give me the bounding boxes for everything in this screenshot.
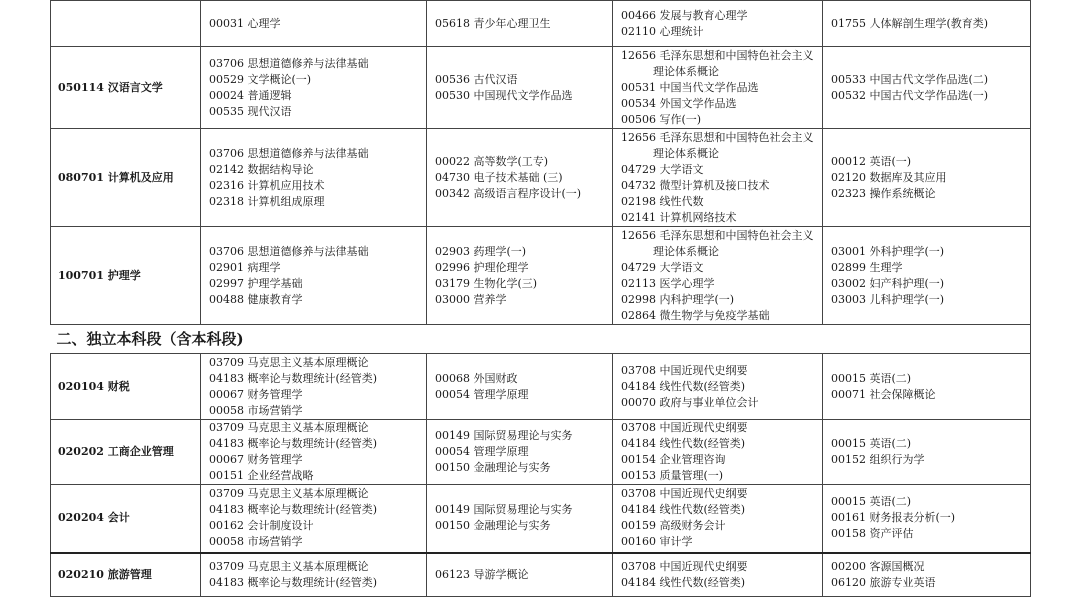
course-entry: 00533 中国古代文学作品选(二) bbox=[831, 72, 989, 86]
course-entry: 00506 写作(一) bbox=[621, 112, 702, 126]
course-entry: 00150 金融理论与实务 bbox=[435, 519, 551, 533]
course-entry: 00161 财务报表分析(一) bbox=[831, 511, 956, 525]
course-entry: 04729 大学语文 bbox=[621, 162, 704, 176]
course-entry: 04184 线性代数(经管类) bbox=[621, 379, 746, 393]
course-entry: 03003 儿科护理学(一) bbox=[831, 292, 945, 306]
course-cell bbox=[613, 47, 823, 129]
course-cell bbox=[201, 485, 427, 553]
course-entry: 03706 思想道德修养与法律基础 bbox=[209, 244, 369, 258]
course-entry: 03709 马克思主义基本原理概论 bbox=[209, 421, 369, 434]
course-entry: 00054 管理学原理 bbox=[435, 445, 529, 458]
course-cell bbox=[201, 553, 427, 597]
course-entry: 03709 马克思主义基本原理概论 bbox=[209, 355, 369, 369]
course-cell bbox=[427, 129, 613, 227]
course-entry: 00200 客源国概况 bbox=[831, 559, 925, 573]
course-cell bbox=[427, 354, 613, 420]
course-entry: 00159 高级财务会计 bbox=[621, 519, 726, 533]
course-name-continuation: 理论体系概论 bbox=[653, 146, 719, 160]
course-entry: 03708 中国近现代史纲要 bbox=[621, 421, 748, 434]
course-entry: 00158 资产评估 bbox=[831, 527, 914, 541]
course-entry: 06120 旅游专业英语 bbox=[831, 575, 936, 589]
course-entry: 00532 中国古代文学作品选(一) bbox=[831, 88, 989, 102]
course-entry: 00152 组织行为学 bbox=[831, 453, 925, 466]
course-entry: 04729 大学语文 bbox=[621, 260, 704, 274]
table-row bbox=[51, 485, 1031, 553]
course-entry: 00154 企业管理咨询 bbox=[621, 453, 726, 466]
course-entry: 00534 外国文学作品选 bbox=[621, 96, 737, 110]
course-name-continuation: 理论体系概论 bbox=[653, 244, 719, 258]
course-entry: 00031 心理学 bbox=[209, 16, 281, 30]
major-name: 080701 计算机及应用 bbox=[51, 129, 201, 227]
course-entry: 03000 营养学 bbox=[435, 292, 507, 306]
course-entry: 00015 英语(二) bbox=[831, 371, 912, 385]
course-entry: 00342 高级语言程序设计(一) bbox=[435, 186, 582, 200]
course-entry: 02996 护理伦理学 bbox=[435, 260, 529, 274]
course-entry: 02110 心理统计 bbox=[621, 24, 704, 38]
course-cell bbox=[823, 553, 1031, 597]
course-entry: 03708 中国近现代史纲要 bbox=[621, 363, 748, 377]
course-entry: 00466 发展与教育心理学 bbox=[621, 8, 748, 22]
course-entry: 02864 微生物学与免疫学基础 bbox=[621, 308, 770, 322]
course-entry: 00160 审计学 bbox=[621, 535, 693, 549]
course-cell bbox=[613, 1, 823, 47]
course-table-body bbox=[51, 1, 1031, 597]
course-entry: 00015 英语(二) bbox=[831, 495, 912, 509]
course-entry: 02198 线性代数 bbox=[621, 194, 704, 208]
course-cell bbox=[823, 485, 1031, 553]
course-cell bbox=[613, 354, 823, 420]
course-entry: 00153 质量管理(一) bbox=[621, 469, 724, 482]
section-header-row bbox=[51, 325, 1031, 354]
major-name: 020202 工商企业管理 bbox=[51, 420, 201, 485]
course-entry: 00488 健康教育学 bbox=[209, 292, 303, 306]
course-entry: 03708 中国近现代史纲要 bbox=[621, 559, 748, 573]
course-cell bbox=[823, 227, 1031, 325]
course-cell bbox=[823, 47, 1031, 129]
course-entry: 04183 概率论与数理统计(经管类) bbox=[209, 503, 378, 517]
course-entry: 02318 计算机组成原理 bbox=[209, 194, 325, 208]
course-entry: 06123 导游学概论 bbox=[435, 567, 529, 581]
course-entry: 02316 计算机应用技术 bbox=[209, 178, 325, 192]
course-entry: 02323 操作系统概论 bbox=[831, 186, 936, 200]
course-cell bbox=[823, 420, 1031, 485]
course-entry: 00529 文学概论(一) bbox=[209, 72, 312, 86]
course-entry: 12656 毛泽东思想和中国特色社会主义 bbox=[621, 130, 814, 144]
major-name bbox=[51, 1, 201, 47]
course-entry: 00149 国际贸易理论与实务 bbox=[435, 429, 573, 442]
course-entry: 00530 中国现代文学作品选 bbox=[435, 88, 573, 102]
course-table bbox=[50, 0, 1031, 597]
table-row bbox=[51, 354, 1031, 420]
course-entry: 12656 毛泽东思想和中国特色社会主义 bbox=[621, 228, 814, 242]
major-name: 020204 会计 bbox=[51, 485, 201, 553]
course-cell bbox=[823, 1, 1031, 47]
course-entry: 00531 中国当代文学作品选 bbox=[621, 80, 759, 94]
course-cell bbox=[613, 227, 823, 325]
course-entry: 04184 线性代数(经管类) bbox=[621, 437, 746, 450]
course-table-page bbox=[50, 0, 1030, 597]
major-name: 100701 护理学 bbox=[51, 227, 201, 325]
course-cell bbox=[427, 553, 613, 597]
course-entry: 00070 政府与事业单位会计 bbox=[621, 395, 759, 409]
course-entry: 02113 医学心理学 bbox=[621, 276, 715, 290]
course-entry: 00015 英语(二) bbox=[831, 437, 912, 450]
course-cell bbox=[427, 47, 613, 129]
course-entry: 04183 概率论与数理统计(经管类) bbox=[209, 371, 378, 385]
table-row bbox=[51, 420, 1031, 485]
major-name: 020104 财税 bbox=[51, 354, 201, 420]
course-entry: 00071 社会保障概论 bbox=[831, 387, 936, 401]
course-entry: 03706 思想道德修养与法律基础 bbox=[209, 146, 369, 160]
course-cell bbox=[613, 553, 823, 597]
course-cell bbox=[613, 420, 823, 485]
course-entry: 00535 现代汉语 bbox=[209, 104, 292, 118]
course-cell bbox=[201, 129, 427, 227]
course-entry: 03708 中国近现代史纲要 bbox=[621, 487, 748, 501]
course-cell bbox=[201, 47, 427, 129]
course-entry: 00162 会计制度设计 bbox=[209, 519, 314, 533]
course-entry: 03709 马克思主义基本原理概论 bbox=[209, 559, 369, 573]
table-row bbox=[51, 227, 1031, 325]
course-entry: 04184 线性代数(经管类) bbox=[621, 503, 746, 517]
course-cell bbox=[201, 420, 427, 485]
course-entry: 00068 外国财政 bbox=[435, 371, 518, 385]
course-cell bbox=[823, 129, 1031, 227]
course-entry: 00150 金融理论与实务 bbox=[435, 461, 551, 474]
course-entry: 00054 管理学原理 bbox=[435, 387, 529, 401]
course-cell bbox=[201, 227, 427, 325]
course-entry: 02903 药理学(一) bbox=[435, 244, 527, 258]
course-entry: 03706 思想道德修养与法律基础 bbox=[209, 56, 369, 70]
course-entry: 05618 青少年心理卫生 bbox=[435, 16, 551, 30]
major-name: 020210 旅游管理 bbox=[51, 553, 201, 597]
course-name-continuation: 理论体系概论 bbox=[653, 64, 719, 78]
course-entry: 00067 财务管理学 bbox=[209, 387, 303, 401]
course-entry: 00536 古代汉语 bbox=[435, 72, 518, 86]
course-entry: 02997 护理学基础 bbox=[209, 276, 303, 290]
course-entry: 01755 人体解剖生理学(教育类) bbox=[831, 16, 989, 30]
course-cell bbox=[427, 1, 613, 47]
table-row bbox=[51, 47, 1031, 129]
course-cell bbox=[613, 485, 823, 553]
course-cell bbox=[427, 485, 613, 553]
table-row bbox=[51, 1, 1031, 47]
course-entry: 04183 概率论与数理统计(经管类) bbox=[209, 575, 378, 589]
course-entry: 00067 财务管理学 bbox=[209, 453, 303, 466]
course-cell bbox=[427, 227, 613, 325]
course-cell bbox=[823, 354, 1031, 420]
course-entry: 04730 电子技术基础 (三) bbox=[435, 170, 563, 184]
course-entry: 00022 高等数学(工专) bbox=[435, 154, 549, 168]
course-entry: 04184 线性代数(经管类) bbox=[621, 575, 746, 589]
course-entry: 00058 市场营销学 bbox=[209, 403, 303, 417]
course-entry: 00024 普通逻辑 bbox=[209, 88, 292, 102]
course-entry: 00058 市场营销学 bbox=[209, 535, 303, 549]
course-entry: 00151 企业经营战略 bbox=[209, 469, 314, 482]
course-entry: 02899 生理学 bbox=[831, 260, 903, 274]
course-cell bbox=[613, 129, 823, 227]
course-entry: 02120 数据库及其应用 bbox=[831, 170, 947, 184]
course-entry: 00012 英语(一) bbox=[831, 154, 912, 168]
table-row bbox=[51, 553, 1031, 597]
course-entry: 04732 微型计算机及接口技术 bbox=[621, 178, 770, 192]
course-entry: 04183 概率论与数理统计(经管类) bbox=[209, 437, 378, 450]
course-entry: 02998 内科护理学(一) bbox=[621, 292, 735, 306]
course-entry: 02901 病理学 bbox=[209, 260, 281, 274]
table-row bbox=[51, 129, 1031, 227]
course-entry: 00149 国际贸易理论与实务 bbox=[435, 503, 573, 517]
course-entry: 02141 计算机网络技术 bbox=[621, 210, 737, 224]
course-entry: 12656 毛泽东思想和中国特色社会主义 bbox=[621, 48, 814, 62]
course-entry: 03001 外科护理学(一) bbox=[831, 244, 945, 258]
course-entry: 03709 马克思主义基本原理概论 bbox=[209, 487, 369, 501]
course-entry: 03179 生物化学(三) bbox=[435, 276, 538, 290]
course-cell bbox=[427, 420, 613, 485]
course-entry: 02142 数据结构导论 bbox=[209, 162, 314, 176]
course-cell bbox=[201, 354, 427, 420]
major-name: 050114 汉语言文学 bbox=[51, 47, 201, 129]
course-cell bbox=[201, 1, 427, 47]
section-title: 二、独立本科段（含本科段) bbox=[51, 325, 1031, 354]
course-entry: 03002 妇产科护理(一) bbox=[831, 276, 945, 290]
